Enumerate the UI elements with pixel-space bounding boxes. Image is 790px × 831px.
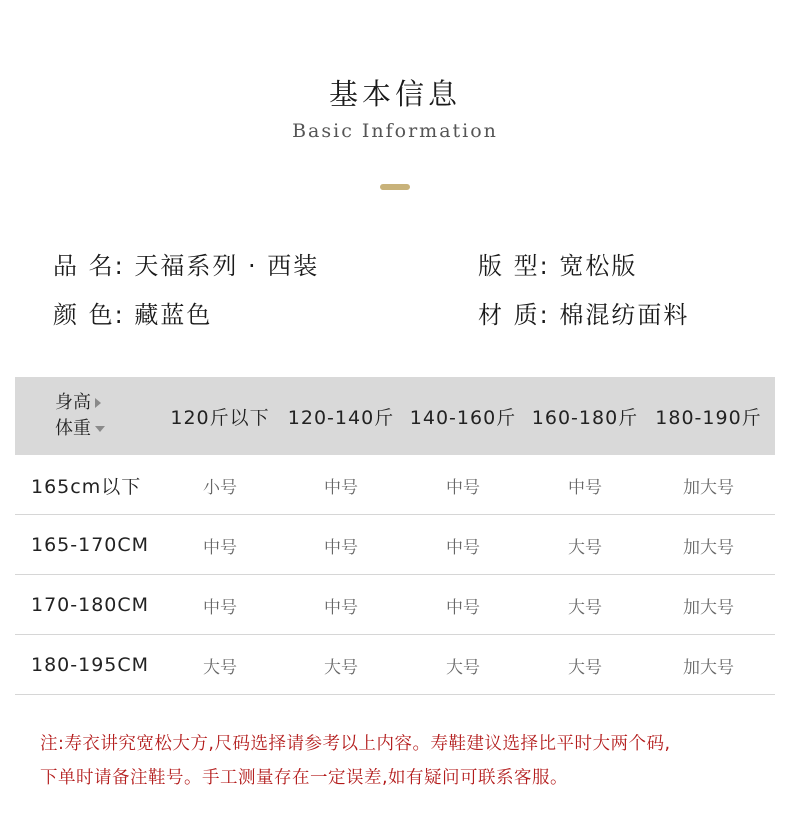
table-cell: 大号 — [568, 537, 602, 558]
info-name-value: 天福系列 · 西装 — [134, 252, 320, 280]
table-cell: 大号 — [568, 597, 602, 618]
row-header: 170-180CM — [31, 594, 150, 616]
table-cell: 加大号 — [683, 477, 734, 498]
info-color — [53, 295, 212, 330]
size-table-corner — [55, 390, 105, 442]
table-cell: 中号 — [446, 477, 480, 498]
info-color-label: 颜 色: — [53, 301, 125, 329]
table-cell: 大号 — [446, 657, 480, 678]
info-color-value: 藏蓝色 — [134, 301, 213, 329]
info-material-value: 棉混纺面料 — [559, 301, 690, 329]
info-name — [53, 246, 319, 281]
info-fit-value: 宽松版 — [559, 252, 638, 280]
size-note-line-1: 注:寿衣讲究宽松大方,尺码选择请参考以上内容。寿鞋建议选择比平时大两个码, — [40, 734, 671, 754]
table-cell: 加大号 — [683, 597, 734, 618]
info-material — [478, 295, 689, 330]
table-cell: 中号 — [203, 597, 237, 618]
info-material-label: 材 质: — [478, 301, 550, 329]
table-cell: 中号 — [568, 477, 602, 498]
info-fit — [478, 246, 637, 281]
accent-divider — [380, 184, 410, 190]
row-header: 165-170CM — [31, 534, 150, 556]
info-fit-label: 版 型: — [478, 252, 550, 280]
size-table — [15, 377, 775, 695]
table-row — [15, 515, 775, 575]
table-cell: 大号 — [324, 657, 358, 678]
table-cell: 中号 — [324, 477, 358, 498]
corner-weight-label: 体重 — [55, 418, 91, 439]
caret-right-icon — [95, 398, 101, 408]
table-cell: 中号 — [446, 597, 480, 618]
column-header: 120-140斤 — [287, 406, 395, 429]
table-row — [15, 455, 775, 515]
size-note-line-2: 下单时请备注鞋号。手工测量存在一定误差,如有疑问可联系客服。 — [40, 768, 569, 788]
info-name-label: 品 名: — [53, 252, 125, 280]
table-cell: 小号 — [203, 477, 237, 498]
table-row — [15, 575, 775, 635]
table-cell: 中号 — [324, 597, 358, 618]
section-title: 基本信息 — [328, 77, 461, 111]
column-header: 160-180斤 — [531, 406, 639, 429]
table-cell: 加大号 — [683, 657, 734, 678]
size-table-header — [15, 377, 775, 455]
column-header: 140-160斤 — [409, 406, 517, 429]
corner-height-label: 身高 — [55, 392, 91, 413]
table-cell: 大号 — [568, 657, 602, 678]
table-cell: 中号 — [324, 537, 358, 558]
table-row — [15, 635, 775, 695]
table-cell: 加大号 — [683, 537, 734, 558]
caret-down-icon — [95, 426, 105, 432]
table-cell: 中号 — [446, 537, 480, 558]
column-header: 120斤以下 — [170, 406, 270, 429]
table-cell: 中号 — [203, 537, 237, 558]
row-header: 165cm以下 — [31, 475, 142, 498]
table-cell: 大号 — [203, 657, 237, 678]
section-subtitle: Basic Information — [292, 120, 498, 142]
column-header: 180-190斤 — [655, 406, 762, 429]
row-header: 180-195CM — [31, 654, 150, 676]
